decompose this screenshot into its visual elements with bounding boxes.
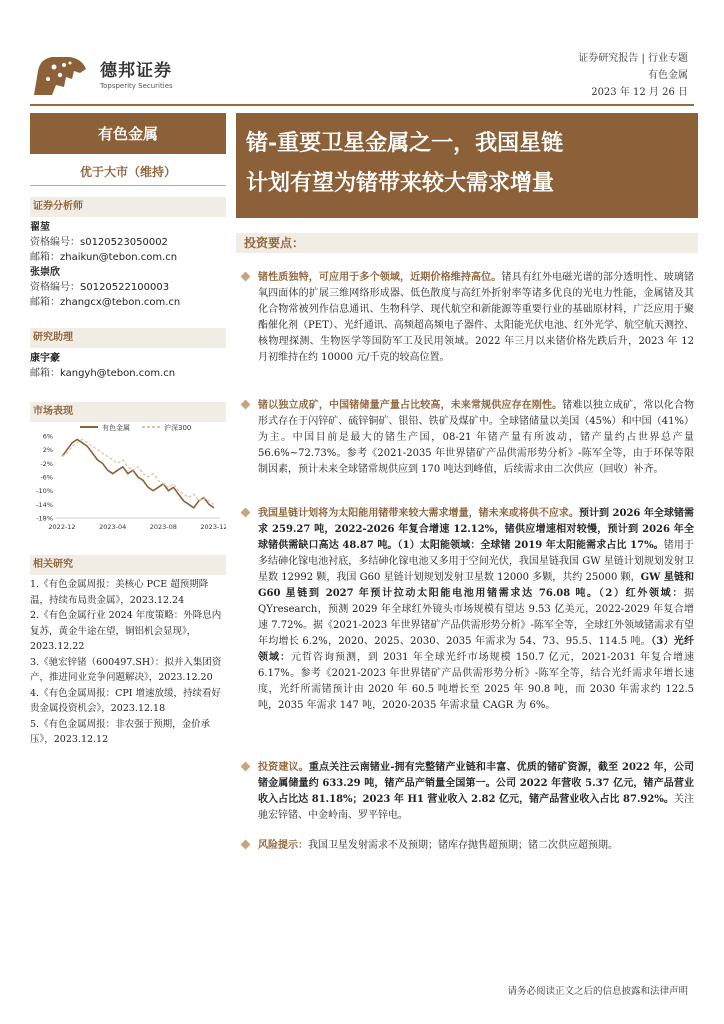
rating-label: 优于大市（维持） [30, 158, 226, 186]
analyst-cert: s0120523050002 [80, 237, 168, 248]
report-type: 证券研究报告 | 行业专题 [578, 53, 688, 64]
analyst-name: 张崇欣 [30, 267, 60, 278]
logo-cn-text: 德邦证券 [100, 61, 172, 81]
related-report-item[interactable]: 5.《有色金属周报：非农强于预期，金价承压》，2023.12.12 [30, 718, 211, 745]
analyst-section-title: 证券分析师 [30, 197, 226, 217]
analyst-name: 翟堃 [30, 222, 50, 233]
x-tick-label: 2022-12 [48, 523, 76, 531]
report-title-line1: 锗-重要卫星金属之一，我国星链 [246, 130, 564, 156]
legend-label: 沪深300 [164, 424, 192, 432]
x-tick-label: 2023-12 [200, 523, 226, 531]
paragraph-investment: 投资建议。重点关注云南锗业-拥有完整锗产业链和丰富、优质的锗矿资源，截至 2022 年，公司锗金属储量约 633.29 吨，锗产品产销量全国第一。公司 2022 年营收 5.37 亿元，锗产品营业收入占比达 81.18%；2023 年 H1 营业收入 2.82 亿元，锗产品营业收入占比 87.92%。关注驰宏锌锗、中金岭南、罗平锌电。 [244, 760, 694, 824]
paragraph-heading: 锗性质独特，可应用于多个领域，近期价格维持高位。 [258, 272, 502, 283]
y-tick-label: -6% [40, 473, 53, 482]
report-title-line2: 计划有望为锗带来较大需求增量 [246, 170, 555, 196]
analyst-email[interactable]: zhaikun@tebon.com.cn [60, 252, 178, 263]
paragraph-heading: 我国星链计划将为太阳能用锗带来较大需求增量，锗未来或将供不应求。 [258, 508, 579, 519]
page-header [0, 0, 724, 104]
disclaimer-footer[interactable]: 请务必阅读正文之后的信息披露和法律声明 [507, 986, 688, 997]
related-research-list [30, 577, 226, 748]
analyst-cert: S0120522100003 [80, 282, 170, 293]
report-title [236, 113, 698, 218]
sector-label: 有色金属 [30, 113, 226, 154]
paragraph-risk [244, 838, 694, 854]
header-meta [578, 50, 688, 101]
leopard-logo-icon [30, 51, 90, 101]
market-chart-svg [30, 420, 226, 535]
market-section-title: 市场表现 [30, 402, 226, 422]
assistant-email[interactable]: kangyh@tebon.com.cn [60, 368, 176, 379]
related-report-item[interactable]: 3.《驰宏锌锗（600497.SH）：拟并入集团资产，推进同业竞争问题解决》，2023.12.20 [30, 656, 222, 683]
paragraph-body: 锗具有红外电磁光谱的部分透明性、玻璃锗氧四面体的扩展三维网络形成器、低色散度与高红外折射率等诸多优良的光电力性能，金属锗及其化合物常被列作信息通讯、生物科学、现代航空和新能源等重要行业的基础原材料，广泛应用于聚酯催化剂（PET）、光纤通讯、高频超高频电子器件、太阳能光伏电池、红外光学、航空航天测控、核物理探测、生物医学等国防军工及民用领域。2022 年三月以来锗价格先跌后升，2023 年 12 月初维持在约 10000 元/千克的较高位置。 [258, 272, 695, 363]
series-line [62, 439, 214, 507]
paragraph-properties [244, 270, 694, 366]
related-report-item[interactable]: 2.《有色金属行业 2024 年度策略：外降息内复苏，黄金牛途在望，铜铝机会显现》，2023.12.22 [30, 610, 222, 652]
header-sector: 有色金属 [648, 70, 688, 81]
logo-en-text: Topsperity Securities [100, 82, 173, 90]
paragraph-body: 我国卫星发射需求不及预期；锗库存抛售超预期；锗二次供应超预期。 [308, 840, 618, 851]
related-section-title: 相关研究 [30, 555, 226, 575]
paragraph-heading: 锗以独立成矿，中国锗储量产量占比较高，未来常规供应存在刚性。 [258, 400, 563, 411]
y-tick-label: -10% [36, 487, 53, 496]
y-tick-label: -14% [36, 500, 53, 509]
y-tick-label: -18% [36, 514, 53, 523]
paragraph-supply [244, 398, 694, 478]
header-divider [30, 104, 694, 106]
y-tick-label: 2% [42, 446, 53, 455]
paragraph-demand: 我国星链计划将为太阳能用锗带来较大需求增量，锗未来或将供不应求。预计到 2026 年全球锗需求 259.27 吨，2022-2026 年复合增速 12.12%，锗供应增速相对较慢，预计到 2026 年全球锗供需缺口高达 48.87 吨。（1）太阳能领域：全球锗 2019 年太阳能需求占比 17%。锗用于多结砷化镓电池衬底，多结砷化镓电池又多用于空间光伏，我国星链我国 GW 星链计划规划发射卫星数 12992 颗，我国 G60 星链计划规划发射卫星数 12000 多颗，共约 25000 颗，GW 星链和 G60 星链到 2027 年预计拉动太阳能电池用锗需求达 76.08 吨。（2）红外领域：据 QYresearch，预测 2029 年全球红外镜头市场规模有望达 9.53 亿美元，2022-2029 年复合增速 7.72%。据《2021-2023 年世界锗矿产品供需形势分析》-陈军全等，全球红外领域锗需求有望年均增长 6.2%，2020、2025、2030、2035 年需求为 54、73、95.5、114.5 吨。（3）光纤领域：元哲咨询预测，到 2031 年全球光纤市场规模 150.7 亿元，2021-2031 年复合增速 6.17%。参考《2021-2023 年世界锗矿产品供需形势分析》-陈军全等，结合光纤需求年增长速度，光纤所需锗预计由 2020 年 60.5 吨增长至 2025 年 90.8 吨，而 2030 年需求约 122.5 吨，2035 年需求 147 吨，2020-2035 年需求量 CAGR 为 6%。 [244, 506, 694, 714]
y-tick-label: -2% [40, 459, 53, 468]
x-tick-label: 2023-04 [99, 523, 127, 531]
analyst-list: 翟堃 资格编号：s0120523050002 邮箱：zhaikun@tebon.com.cn 张崇欣 资格编号：S0120522100003 邮箱：zhangcx@tebon.com.cn [30, 220, 226, 310]
market-performance-chart [30, 420, 226, 535]
y-tick-label: 6% [42, 432, 53, 441]
report-date: 2023 年 12 月 26 日 [591, 87, 688, 98]
legend-label: 有色金属 [102, 424, 130, 432]
assistant-name: 康宇豪 [30, 353, 60, 364]
related-report-item[interactable]: 1.《有色金属周报：美核心 PCE 超预期降温，持续布局贵金属》，2023.12.24 [30, 579, 209, 606]
analyst-email[interactable]: zhangcx@tebon.com.cn [60, 297, 181, 308]
assistant-info: 康宇豪 邮箱：kangyh@tebon.com.cn [30, 351, 226, 381]
highlights-title: 投资要点： [236, 233, 698, 253]
paragraph-body: 锗难以独立成矿，常以化合物形式存在于闪锌矿、硫锌铜矿、银铅、铁矿及煤矿中。全球锗储量以美国（45%）和中国（41%）为主。中国目前是最大的锗生产国，08-21 年锗产量有所波动，锗产量约占世界总产量 56.6%~72.73%。参考《2021-2035 年世界锗矿产品供需形势分析》-陈军全等，由于环保等限制因素，预计未来全球锗常规供应到 170 吨达到峰值，后续需求由二次供应（回收）补齐。 [258, 400, 695, 475]
company-logo [30, 48, 230, 104]
related-report-item[interactable]: 4.《有色金属周报：CPI 增速放缓，持续看好贵金属投资机会》，2023.12.18 [30, 687, 221, 714]
paragraph-heading: 投资建议。 [258, 762, 309, 773]
assistant-section-title: 研究助理 [30, 328, 226, 348]
series-line [62, 439, 214, 504]
x-tick-label: 2023-08 [149, 523, 177, 531]
paragraph-heading: 风险提示： [258, 840, 308, 851]
